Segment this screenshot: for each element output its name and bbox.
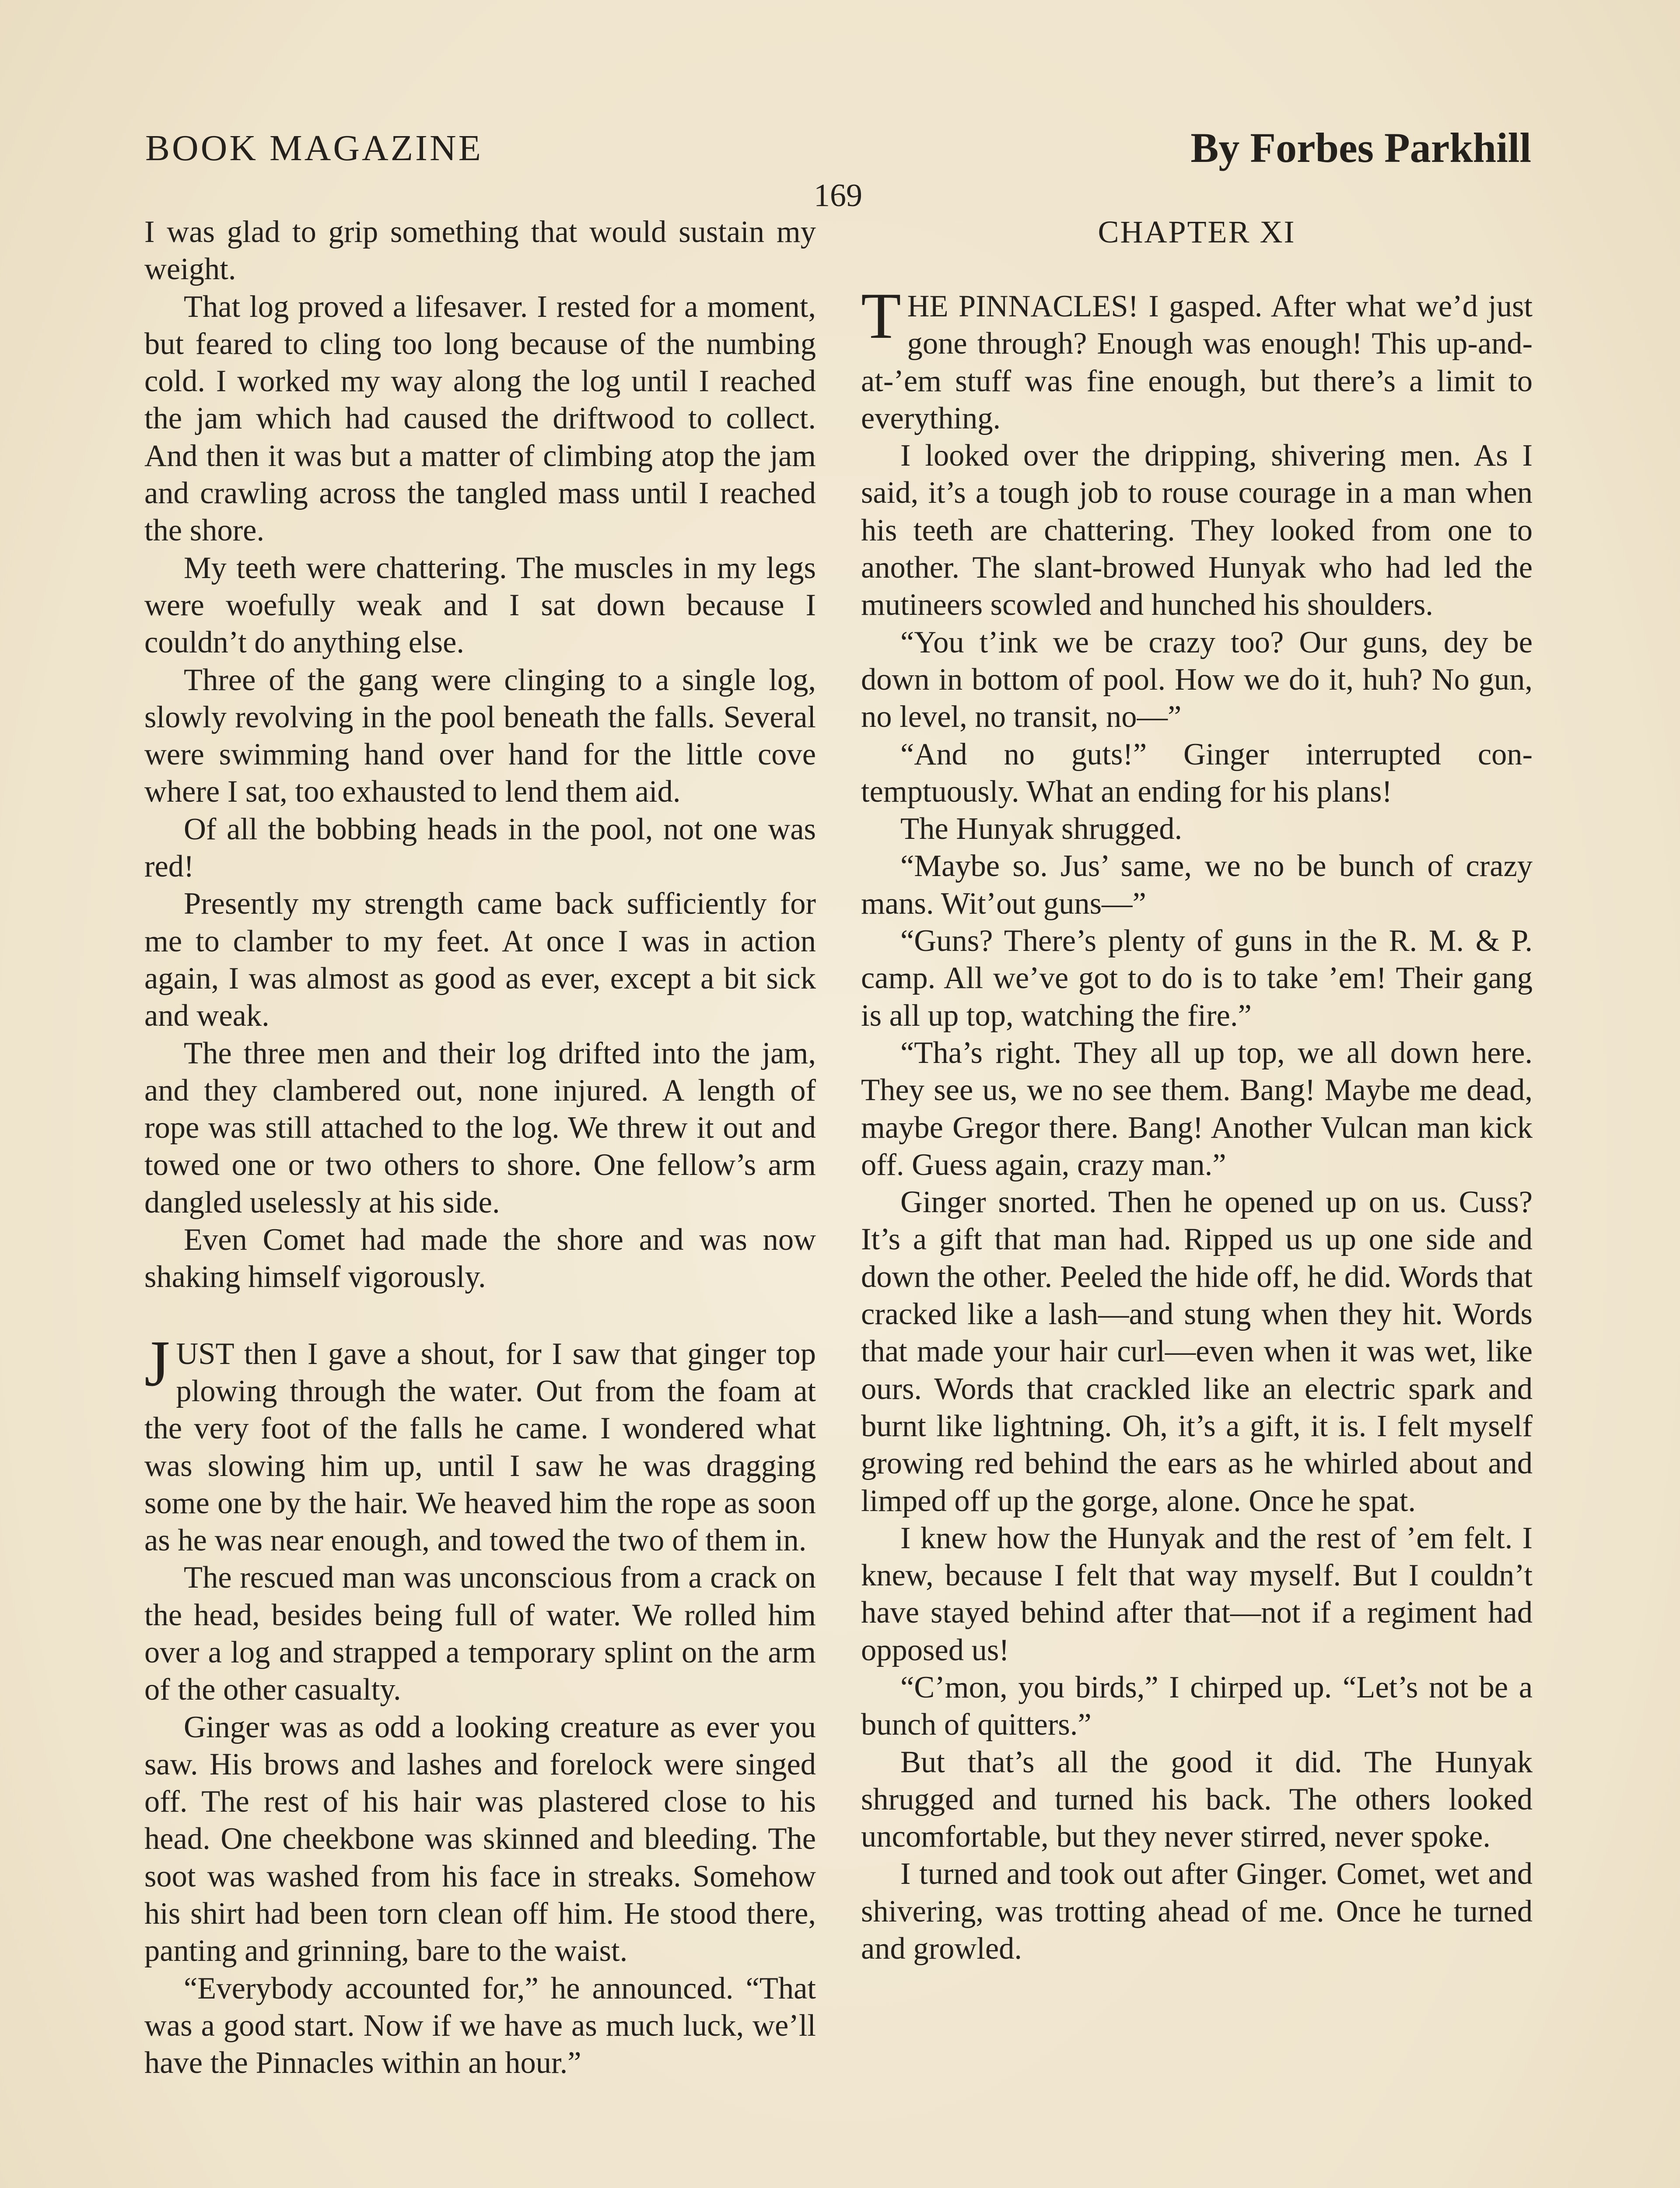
left-column bbox=[144, 214, 816, 2082]
paragraph: Even Comet had made the shore and was now shaking himself vigorously. bbox=[144, 1223, 816, 1294]
paragraph: “And no guts!” Ginger interrupted contemptuously. What an ending for his plans! bbox=[861, 737, 1533, 809]
paragraph: “C’mon, you birds,” I chirped up. “Let’s not be a bunch of quitters.” bbox=[861, 1670, 1533, 1742]
paragraph: But that’s all the good it did. The Hunyak shrugged and turned his back. The others looked uncomfortable, but they never stirred, never spoke. bbox=[861, 1745, 1533, 1854]
paragraph: “Maybe so. Jus’ same, we no be bunch of crazy mans. Wit’out guns—” bbox=[861, 849, 1533, 921]
paragraph-text: HE PINNACLES! I gasped. After what we’d just gone through? Enough was enough! This up-and-at-’em stuff was fine enough, but there’s a limit to everything. bbox=[861, 289, 1533, 435]
section-opening-paragraph bbox=[144, 1327, 816, 1560]
paragraph: “Guns? There’s plenty of guns in the R. M. & P. camp. All we’ve got to do is to take ’em! Their gang is all up top, watching the fire.” bbox=[861, 924, 1533, 1033]
paragraph: “Tha’s right. They all up top, we all down here. They see us, we no see them. Bang! Maybe me dead, maybe Gregor there. Bang! Another Vulcan man kick off. Guess again, crazy man.” bbox=[861, 1035, 1533, 1182]
author-byline: By Forbes Parkhill bbox=[1190, 124, 1531, 171]
right-column bbox=[861, 214, 1533, 1967]
paragraph: “Everybody accounted for,” he announced. “That was a good start. Now if we have as much luck, we’ll have the Pinnacles within an hour.” bbox=[144, 1971, 816, 2080]
magazine-title: BOOK MAGAZINE bbox=[145, 128, 483, 168]
paragraph: Ginger snorted. Then he opened up on us. Cuss? It’s a gift that man had. Ripped us up one side and down the other. Peeled the hide off, he did. Words that cracked like a lash—and stung when they hit. Words that made your hair curl—even when it was wet, like ours. Words that crackled like an electric spark and burnt like lightning. Oh, it’s a gift, it is. I felt myself growing red behind the ears as he whirled about and limped off up the gorge, alone. Once he spat. bbox=[861, 1185, 1533, 1518]
paragraph: I was glad to grip something that would sustain my weight. bbox=[144, 215, 816, 287]
drop-cap: T bbox=[861, 280, 901, 352]
paragraph: The three men and their log drifted into the jam, and they clambered out, none injured. A length of rope was still attached to the log. We threw it out and towed one or two others to shore. One fellow’s arm dangled uselessly at his side. bbox=[144, 1036, 816, 1220]
paragraph: “You t’ink we be crazy too? Our guns, dey be down in bottom of pool. How we do it, huh? No gun, no level, no transit, no—” bbox=[861, 625, 1533, 734]
chapter-heading: CHAPTER XI bbox=[1098, 214, 1296, 249]
paragraph: My teeth were chattering. The muscles in my legs were woefully weak and I sat down because I couldn’t do anything else. bbox=[144, 551, 816, 660]
chapter-opening-paragraph bbox=[861, 280, 1533, 437]
paragraph: I turned and took out after Ginger. Comet, wet and shivering, was trotting ahead of me. Once he turned and growled. bbox=[861, 1857, 1533, 1966]
paragraph: I knew how the Hunyak and the rest of ’em felt. I knew, because I felt that way myself. But I couldn’t have stayed behind after that—not if a regiment had opposed us! bbox=[861, 1521, 1533, 1667]
drop-cap: J bbox=[144, 1327, 170, 1400]
paragraph: I looked over the dripping, shivering men. As I said, it’s a tough job to rouse courage in a man when his teeth are chattering. They looked from one to another. The slant-browed Hunyak who had led the mutineers scowled and hunched his shoulders. bbox=[861, 438, 1533, 622]
paragraph-text: UST then I gave a shout, for I saw that ginger top plowing through the water. Out from the foam at the very foot of the falls he came. I wondered what was slowing him up, until I saw he was dragging some one by the hair. We heaved him the rope as soon as he was near enough, and towed the two of them in. bbox=[144, 1336, 816, 1558]
paragraph: Ginger was as odd a looking creature as ever you saw. His brows and lashes and forelock were singed off. The rest of his hair was plastered close to his head. One cheekbone was skinned and bleeding. The soot was washed from his face in streaks. Somehow his shirt had been torn clean off him. He stood there, panting and grinning, bare to the waist. bbox=[144, 1710, 816, 1968]
page-number: 169 bbox=[814, 178, 862, 214]
section-break bbox=[144, 1296, 816, 1336]
paragraph: Presently my strength came back sufficiently for me to clamber to my feet. At once I was in action again, I was almost as good as ever, except a bit sick and weak. bbox=[144, 887, 816, 1033]
paragraph: Of all the bobbing heads in the pool, not one was red! bbox=[144, 812, 816, 884]
paragraph: The rescued man was unconscious from a crack on the head, besides being full of water. We rolled him over a log and strapped a temporary splint on the arm of the other casualty. bbox=[144, 1560, 816, 1707]
paragraph: The Hunyak shrugged. bbox=[900, 812, 1183, 846]
paragraph: Three of the gang were clinging to a single log, slowly revolving in the pool beneath the falls. Several were swimming hand over hand for the little cove where I sat, too exhausted to lend them aid. bbox=[144, 663, 816, 809]
paragraph: That log proved a lifesaver. I rested for a moment, but feared to cling too long because of the numbing cold. I worked my way along the log until I reached the jam which had caused the driftwood to collect. And then it was but a matter of climbing atop the jam and crawling across the tangled mass until I reached the shore. bbox=[144, 289, 816, 548]
